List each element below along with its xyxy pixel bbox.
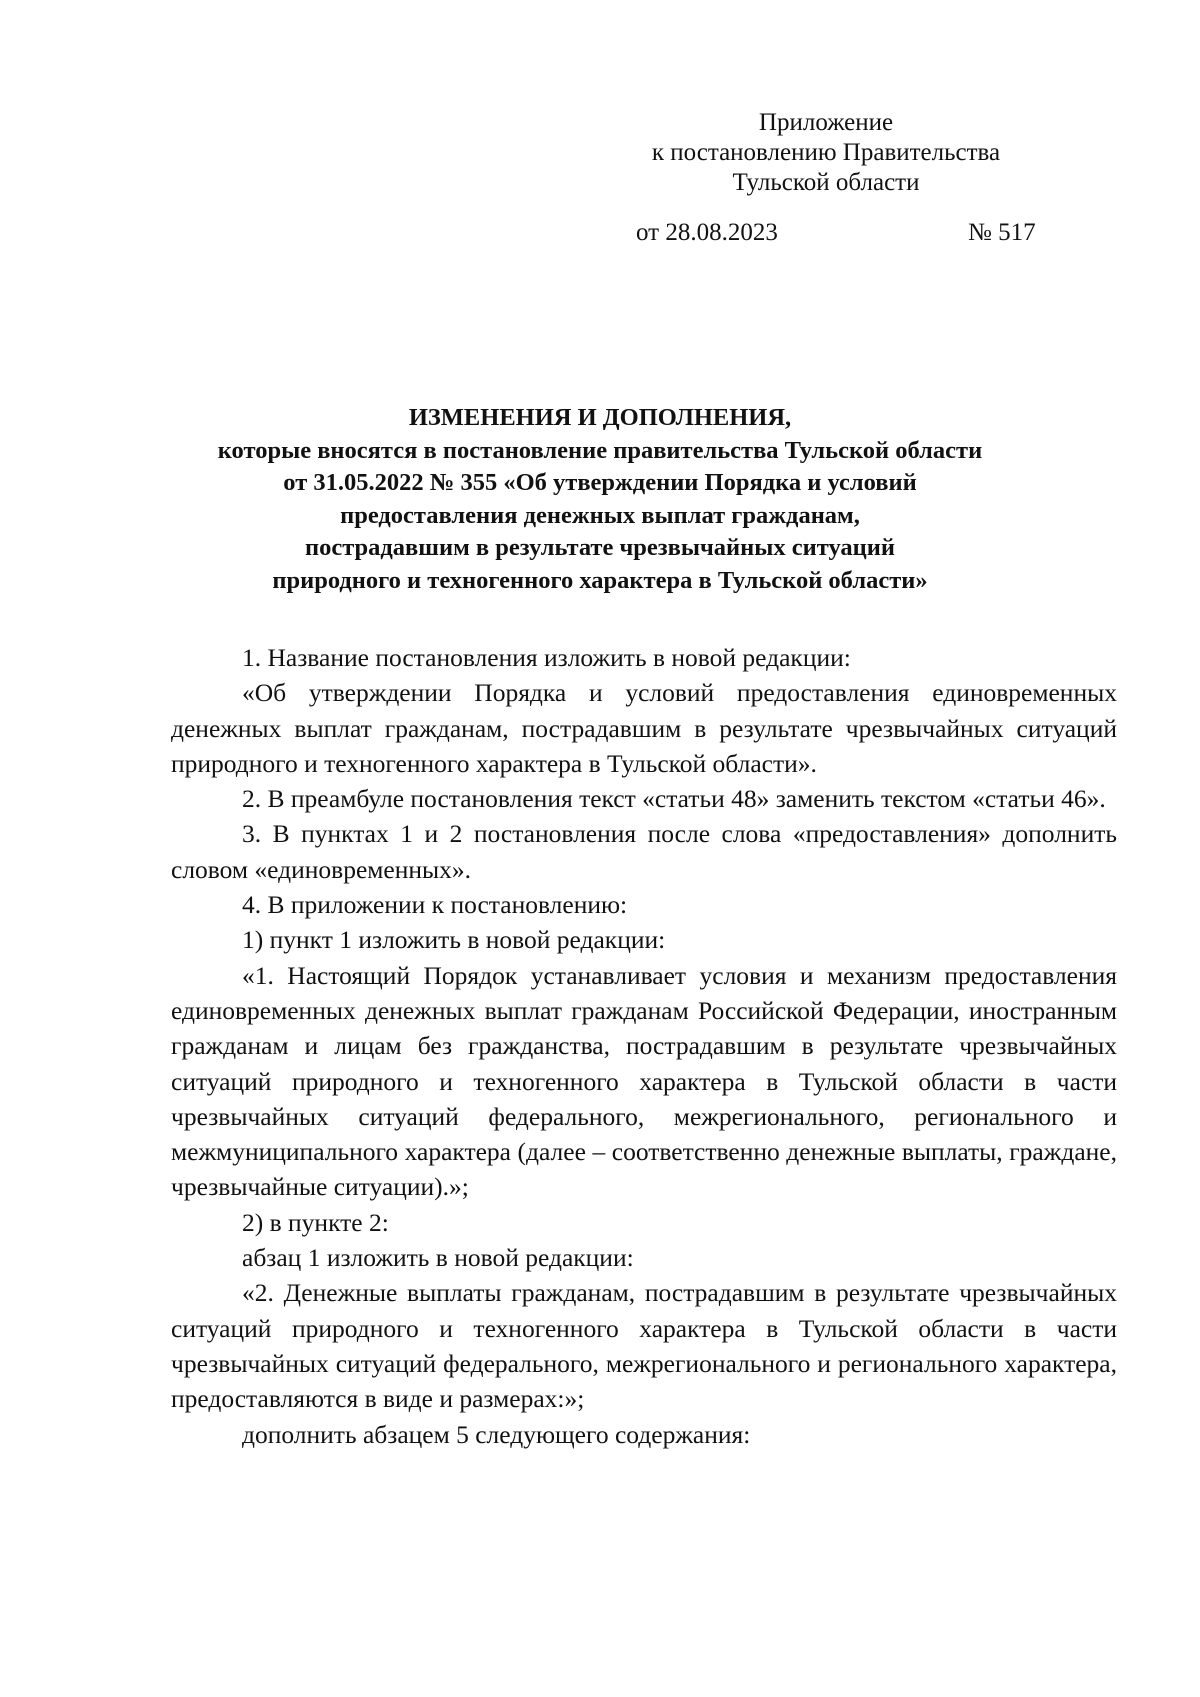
resolution-number: № 517 [968,219,1036,246]
resolution-date: от 28.08.2023 [636,219,778,246]
title-line: которые вносятся в постановление правительства Тульской области [217,436,983,464]
document-title [150,402,1050,597]
body-paragraph: абзац 1 изложить в новой редакции: [242,1243,634,1273]
appendix-line: Тульской области [732,169,920,196]
body-paragraph: 3. В пунктах 1 и 2 постановления после слова «предоставления» дополнить словом «единовременных». [171,819,1117,884]
document-body [171,640,1117,1452]
title-line: от 31.05.2022 № 355 «Об утверждении Порядка и условий [283,469,917,496]
title-line: ИЗМЕНЕНИЯ И ДОПОЛНЕНИЯ, [408,404,792,431]
appendix-line: к постановлению Правительства [651,139,1001,166]
appendix-header [600,108,1052,198]
body-paragraph: «1. Настоящий Порядок устанавливает условия и механизм предоставления единовременных денежных выплат гражданам Российской Федерации, иностранным гражданам и лицам без гражданства, пострадавшим в результате чрезвычайных ситуаций природного и техногенного характера в Тульской области в части чрезвычайных ситуаций федерального, межрегионального, регионального и межмуниципального характера (далее – соответственно денежные выплаты, граждане, чрезвычайные ситуации).»; [171,960,1117,1202]
title-line: предоставления денежных выплат гражданам, [340,501,860,529]
body-paragraph: 4. В приложении к постановлению: [242,890,628,920]
appendix-line: Приложение [758,109,894,136]
title-line: пострадавшим в результате чрезвычайных ситуаций [304,534,896,561]
body-paragraph: 1. Название постановления изложить в новой редакции: [242,643,851,672]
body-paragraph: «2. Денежные выплаты гражданам, пострадавшим в результате чрезвычайных ситуаций природного и техногенного характера в Тульской области в части чрезвычайных ситуаций федерального, межрегионального и регионального характера, предоставляются в виде и размерах:»; [171,1278,1117,1414]
body-paragraph: 2. В преамбуле постановления текст «статьи 48» заменить текстом «статьи 46». [242,784,1106,814]
body-paragraph: 2) в пункте 2: [242,1207,389,1237]
title-line: природного и техногенного характера в Тульской области» [272,566,928,594]
body-paragraph: «Об утверждении Порядка и условий предоставления единовременных денежных выплат гражданам, пострадавшим в результате чрезвычайных ситуаций природного и техногенного характера в Тульской области». [171,678,1117,778]
body-paragraph: 1) пункт 1 изложить в новой редакции: [242,925,666,955]
body-paragraph: дополнить абзацем 5 следующего содержания: [242,1419,751,1449]
